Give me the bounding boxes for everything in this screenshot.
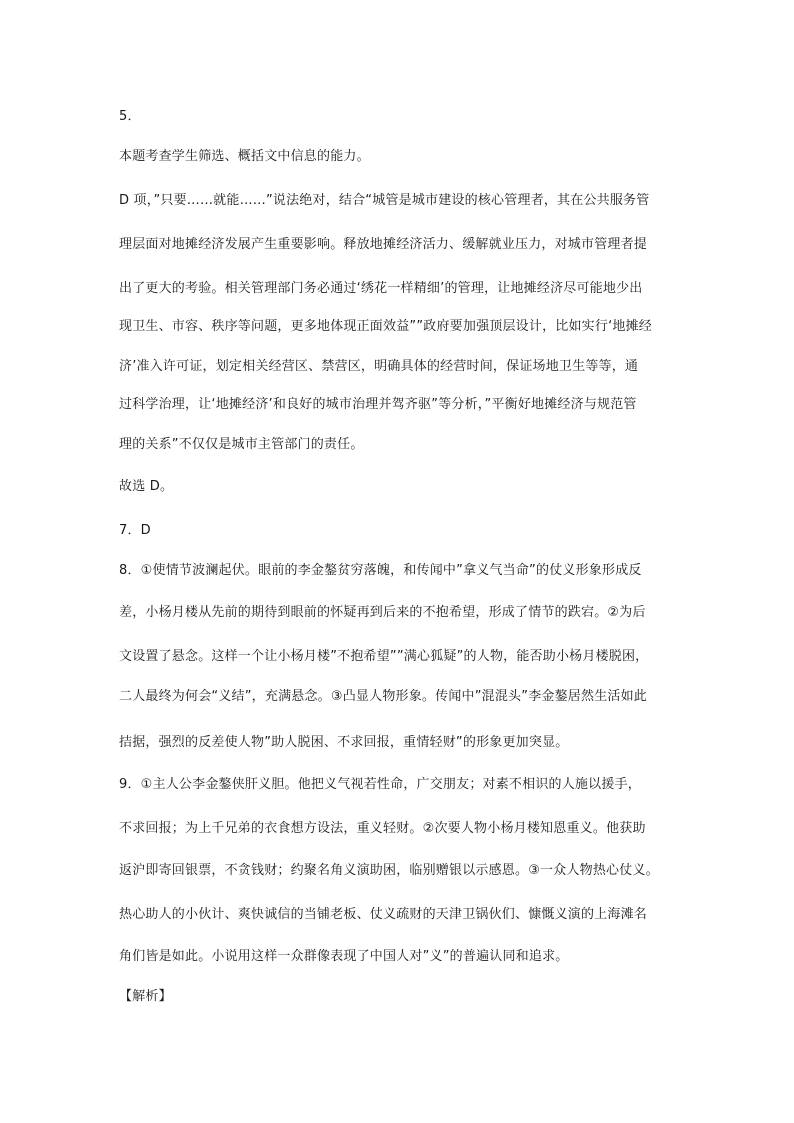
analysis-line: 理层面对地摊经济发展产生重要影响。释放地摊经济活力、缓解就业压力，对城市管理者提 bbox=[119, 237, 648, 252]
analysis-line: 现卫生、市容、秩序等问题，更多地体现正面效益””政府要加强顶层设计，比如实行‘地摊经 bbox=[119, 319, 653, 334]
analysis-line: 本题考查学生筛选、概括文中信息的能力。 bbox=[119, 149, 370, 164]
answer-9-line: 9．①主人公李金鏊侠肝义胆。他把义气视若性命，广交朋友；对素不相识的人施以援手， bbox=[119, 777, 641, 792]
answer-8-line: 拮据，强烈的反差使人物”助人脱困、不求回报，重情轻财”的形象更加突显。 bbox=[119, 735, 569, 750]
answer-8-line: 二人最终为何会“义结”，充满悬念。③凸显人物形象。传闻中”混混头”李金鏊居然生活如此 bbox=[119, 689, 647, 704]
analysis-line: 过科学治理，让‘地摊经济’和良好的城市治理并驾齐驱”等分析，”平衡好地摊经济与规范管 bbox=[119, 397, 637, 412]
answer-9-line: 角们皆是如此。小说用这样一众群像表现了中国人对”义”的普遍认同和追求。 bbox=[119, 949, 569, 964]
section-heading-analysis: 【解析】 bbox=[119, 989, 172, 1004]
analysis-line: 出了更大的考验。相关管理部门务必通过‘绣花一样精细’的管理，让地摊经济尽可能地少出 bbox=[119, 281, 643, 296]
answer-9-line: 返沪即寄回银票，不贪钱财；约聚名角义演助困，临别赠银以示感恩。③一众人物热心仗义。 bbox=[119, 863, 659, 878]
question-number-5: 5． bbox=[119, 109, 141, 124]
answer-8-line: 差，小杨月楼从先前的期待到眼前的怀疑再到后来的不抱希望，形成了情节的跌宕。②为后 bbox=[119, 605, 646, 620]
analysis-line: 理的关系”不仅仅是城市主管部门的责任。 bbox=[119, 437, 364, 452]
analysis-line: D 项，”只要……就能……”说法绝对，结合“城管是城市建设的核心管理者，其在公共服务管 bbox=[119, 193, 650, 208]
answer-7: 7．D bbox=[119, 523, 151, 538]
answer-line: 故选 D。 bbox=[119, 479, 174, 494]
analysis-line: 济’准入许可证，划定相关经营区、禁营区，明确具体的经营时间，保证场地卫生等等，通 bbox=[119, 359, 639, 374]
answer-8-line: 8．①使情节波澜起伏。眼前的李金鏊贫穷落魄，和传闻中”拿义气当命”的仗义形象形成反 bbox=[119, 563, 642, 578]
answer-9-line: 热心助人的小伙计、爽快诚信的当铺老板、仗义疏财的天津卫锅伙们、慷慨义演的上海滩名 bbox=[119, 907, 648, 922]
answer-8-line: 文设置了悬念。这样一个让小杨月楼”不抱希望””满心狐疑”的人物，能否助小杨月楼脱困， bbox=[119, 649, 649, 664]
answer-9-line: 不求回报；为上千兄弟的衣食想方设法，重义轻财。②次要人物小杨月楼知恩重义。他获助 bbox=[119, 821, 646, 836]
